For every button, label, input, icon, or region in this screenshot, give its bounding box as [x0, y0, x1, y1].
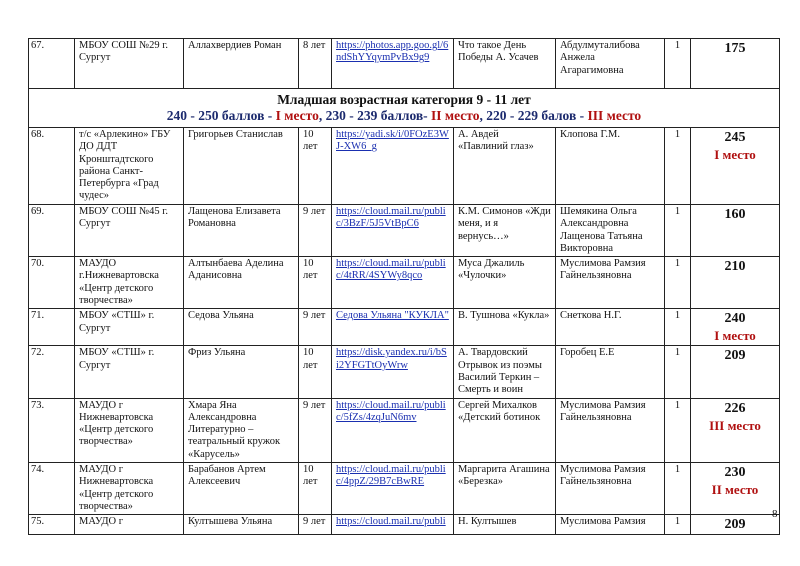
organization: МАУДО г Нижневартовска «Центр детского творчества» [75, 398, 184, 462]
age: 9 лет [299, 398, 332, 462]
table-row [29, 309, 780, 346]
row-number: 69. [29, 205, 75, 257]
count: 1 [665, 257, 691, 309]
score: 210 [724, 259, 746, 275]
participant-name: Алтынбаева Аделина Аданисовна [184, 257, 299, 309]
participant-name: Хмара Яна Александровна Литературно – театральный кружок «Карусель» [184, 398, 299, 462]
count: 1 [665, 398, 691, 462]
organization: МБОУ СОШ №45 г. Сургут [75, 205, 184, 257]
age: 8 лет [299, 39, 332, 89]
table-row [29, 463, 780, 515]
organization: т/с «Арлекино» ГБУ ДО ДДТ Кронштадтского района Санкт-Петербурга «Град чудес» [75, 128, 184, 205]
participant-name: Лащенова Елизавета Романовна [184, 205, 299, 257]
organization: МБОУ «СТШ» г. Сургут [75, 309, 184, 346]
table-row [29, 346, 780, 398]
place-badge: I место [714, 328, 756, 344]
teacher: Абдулмуталибова Анжела Агарагимовна [556, 39, 665, 89]
teacher: Снеткова Н.Г. [556, 309, 665, 346]
participant-name: Аллахвердиев Роман [184, 39, 299, 89]
video-link-cell [332, 515, 454, 535]
row-number: 75. [29, 515, 75, 535]
video-link[interactable]: Седова Ульяна "КУКЛА" [336, 310, 449, 322]
teacher: Клопова Г.М. [556, 128, 665, 205]
score-cell [691, 39, 780, 89]
score-cell [691, 398, 780, 462]
organization: МАУДО г Нижневартовска «Центр детского творчества» [75, 463, 184, 515]
video-link-cell [332, 463, 454, 515]
table-row [29, 398, 780, 462]
age: 10 лет [299, 463, 332, 515]
video-link-cell [332, 257, 454, 309]
video-link[interactable]: https://disk.yandex.ru/i/bSi2YFGTtOyWrw [336, 347, 447, 371]
row-number: 70. [29, 257, 75, 309]
place-badge: I место [714, 147, 756, 162]
work-title: Муса Джалиль «Чулочки» [454, 257, 556, 309]
score: 209 [724, 348, 746, 364]
section-header [29, 89, 780, 128]
age: 9 лет [299, 309, 332, 346]
page-number: 8 [772, 508, 778, 520]
participant-name: Култышева Ульяна [184, 515, 299, 535]
participant-name: Григорьев Станислав [184, 128, 299, 205]
table-row [29, 515, 780, 535]
video-link[interactable]: https://photos.app.goo.gl/6ndShYYqymPvBx9g9 [336, 40, 449, 64]
row-number: 73. [29, 398, 75, 462]
video-link-cell [332, 205, 454, 257]
video-link-cell [332, 39, 454, 89]
score: 226 [724, 400, 746, 416]
count: 1 [665, 39, 691, 89]
row-number: 74. [29, 463, 75, 515]
teacher: Шемякина Ольга Александровна Лащенова Татьяна Викторовна [556, 205, 665, 257]
score: 230 [724, 465, 746, 481]
table-row [29, 128, 780, 205]
age: 10 лет [299, 257, 332, 309]
score-cell [691, 309, 780, 346]
score-cell [691, 463, 780, 515]
place-badge: II место [711, 482, 759, 498]
score: 245 [724, 130, 746, 145]
work-title: А. Авдей «Павлиний глаз» [454, 128, 556, 205]
teacher: Муслимова Рамзия Гайнельзяновна [556, 398, 665, 462]
organization: МБОУ СОШ №29 г. Сургут [75, 39, 184, 89]
section-scoring: 240 - 250 баллов - I место, 230 - 239 баллов- II место, 220 - 229 балов - III место [166, 108, 642, 123]
video-link[interactable]: https://cloud.mail.ru/public/4tRR/4SYWy8qco [336, 258, 446, 282]
score: 240 [724, 311, 746, 327]
teacher: Муслимова Рамзия [556, 515, 665, 535]
work-title: А. Твардовский Отрывок из поэмы Василий Теркин – Смерть и воин [454, 346, 556, 398]
score: 160 [724, 207, 746, 222]
organization: МБОУ «СТШ» г. Сургут [75, 346, 184, 398]
score: 209 [724, 517, 746, 533]
place-badge: III место [709, 417, 761, 433]
work-title: Н. Култышев [454, 515, 556, 535]
count: 1 [665, 463, 691, 515]
count: 1 [665, 205, 691, 257]
work-title: К.М. Симонов «Жди меня, и я вернусь…» [454, 205, 556, 257]
table-row [29, 39, 780, 89]
score: 175 [724, 41, 746, 56]
video-link[interactable]: https://cloud.mail.ru/public/3BzF/5J5VtBpC6 [336, 206, 446, 230]
table-row [29, 257, 780, 309]
table-row [29, 205, 780, 257]
work-title: Что такое День Победы А. Усачев [454, 39, 556, 89]
age: 9 лет [299, 515, 332, 535]
row-number: 71. [29, 309, 75, 346]
section-header-row [29, 89, 780, 128]
participant-name: Барабанов Артем Алексеевич [184, 463, 299, 515]
count: 1 [665, 128, 691, 205]
video-link[interactable]: https://cloud.mail.ru/public/5fZs/4zqJuN6mv [336, 399, 446, 423]
row-number: 68. [29, 128, 75, 205]
video-link-cell [332, 128, 454, 205]
count: 1 [665, 309, 691, 346]
teacher: Муслимова Рамзия Гайнельзяновна [556, 463, 665, 515]
video-link[interactable]: https://cloud.mail.ru/publi [336, 516, 446, 528]
video-link[interactable]: https://yadi.sk/i/0FOzE3WJ-XW6_g [336, 129, 449, 153]
organization: МАУДО г.Нижневартовска «Центр детского творчества» [75, 257, 184, 309]
participant-name: Фриз Ульяна [184, 346, 299, 398]
work-title: Маргарита Агашина «Березка» [454, 463, 556, 515]
video-link[interactable]: https://cloud.mail.ru/public/4ppZ/29B7cBwRE [336, 464, 446, 488]
score-cell [691, 205, 780, 257]
score-cell [691, 128, 780, 205]
video-link-cell [332, 309, 454, 346]
row-number: 72. [29, 346, 75, 398]
participant-name: Седова Ульяна [184, 309, 299, 346]
organization: МАУДО г [75, 515, 184, 535]
video-link-cell [332, 398, 454, 462]
work-title: Сергей Михалков «Детский ботинок [454, 398, 556, 462]
score-cell [691, 257, 780, 309]
teacher: Муслимова Рамзия Гайнельзяновна [556, 257, 665, 309]
video-link-cell [332, 346, 454, 398]
score-cell [691, 346, 780, 398]
row-number: 67. [29, 39, 75, 89]
count: 1 [665, 515, 691, 535]
section-title: Младшая возрастная категория 9 - 11 лет [277, 92, 531, 107]
teacher: Горобец Е.Е [556, 346, 665, 398]
age: 10 лет [299, 128, 332, 205]
work-title: В. Тушнова «Кукла» [454, 309, 556, 346]
age: 10 лет [299, 346, 332, 398]
age: 9 лет [299, 205, 332, 257]
score-cell [691, 515, 780, 535]
results-table [28, 38, 780, 535]
count: 1 [665, 346, 691, 398]
